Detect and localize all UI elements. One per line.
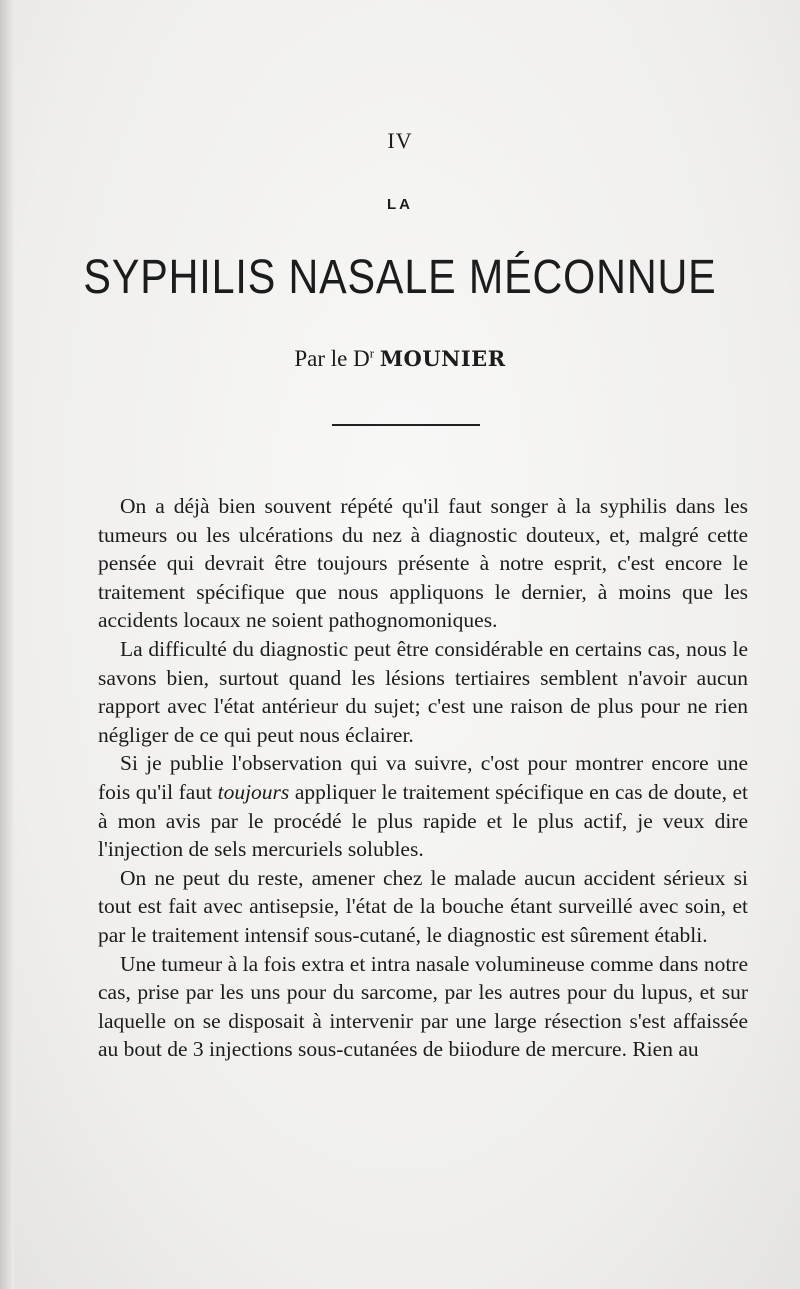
byline-superscript: r: [369, 345, 375, 361]
paragraph: La difficulté du diagnostic peut être considérable en certains cas, nous le savons bien, surtout quand les lésions tertiaires semblent n'avoir aucun rapport avec l'état antérieur du sujet; c'est une raison de plus pour ne rien négliger de ce qui peut nous éclairer.: [98, 636, 748, 747]
article-title: SYPHILIS NASALE MÉCONNUE: [83, 251, 717, 304]
paragraph: On a déjà bien souvent répété qu'il faut songer à la syphilis dans les tumeurs ou les ulcérations du nez à diagnostic douteux, et, malgré cette pensée qui devrait être toujours présente à notre esprit, c'est encore le traitement spécifique que nous appliquons le dernier, à moins que les accidents locaux ne soient pathognomoniques.: [98, 494, 748, 633]
title-divider: [332, 424, 480, 426]
paragraph: On ne peut du reste, amener chez le malade aucun accident sérieux si tout est fait avec antisepsie, l'état de la bouche étant surveillé avec soin, et par le traitement intensif sous-cutané, le diagnostic est sûrement établi.: [98, 865, 748, 947]
title-article: LA: [387, 196, 413, 213]
paragraph: Une tumeur à la fois extra et intra nasale volumineuse comme dans notre cas, prise par les uns pour du sarcome, par les autres pour du lupus, et sur laquelle on se disposait à intervenir par une large résection s'est affaissée au bout de 3 injections sous-cutanées de biiodure de mercure. Rien au: [98, 951, 748, 1062]
page-gutter-shadow: [0, 0, 14, 1289]
author-name: MOUNIER: [379, 346, 506, 371]
chapter-number: IV: [387, 128, 413, 153]
byline-prefix: Par le D: [294, 346, 370, 371]
byline: [0, 346, 800, 372]
paragraph: [98, 749, 748, 863]
article-body: [98, 492, 748, 1064]
emphasized-word: toujours: [217, 779, 290, 804]
paragraph-text: appliquer le traitement spécifique en cas de doute, et à mon avis par le procédé le plus rapide et le plus actif, je veux dire l'injection de sels mercuriels solubles.: [98, 779, 748, 862]
paragraph-text: Si je publie l'observation qui va suivre, c'ost pour montrer encore une fois qu'il faut: [98, 751, 748, 804]
